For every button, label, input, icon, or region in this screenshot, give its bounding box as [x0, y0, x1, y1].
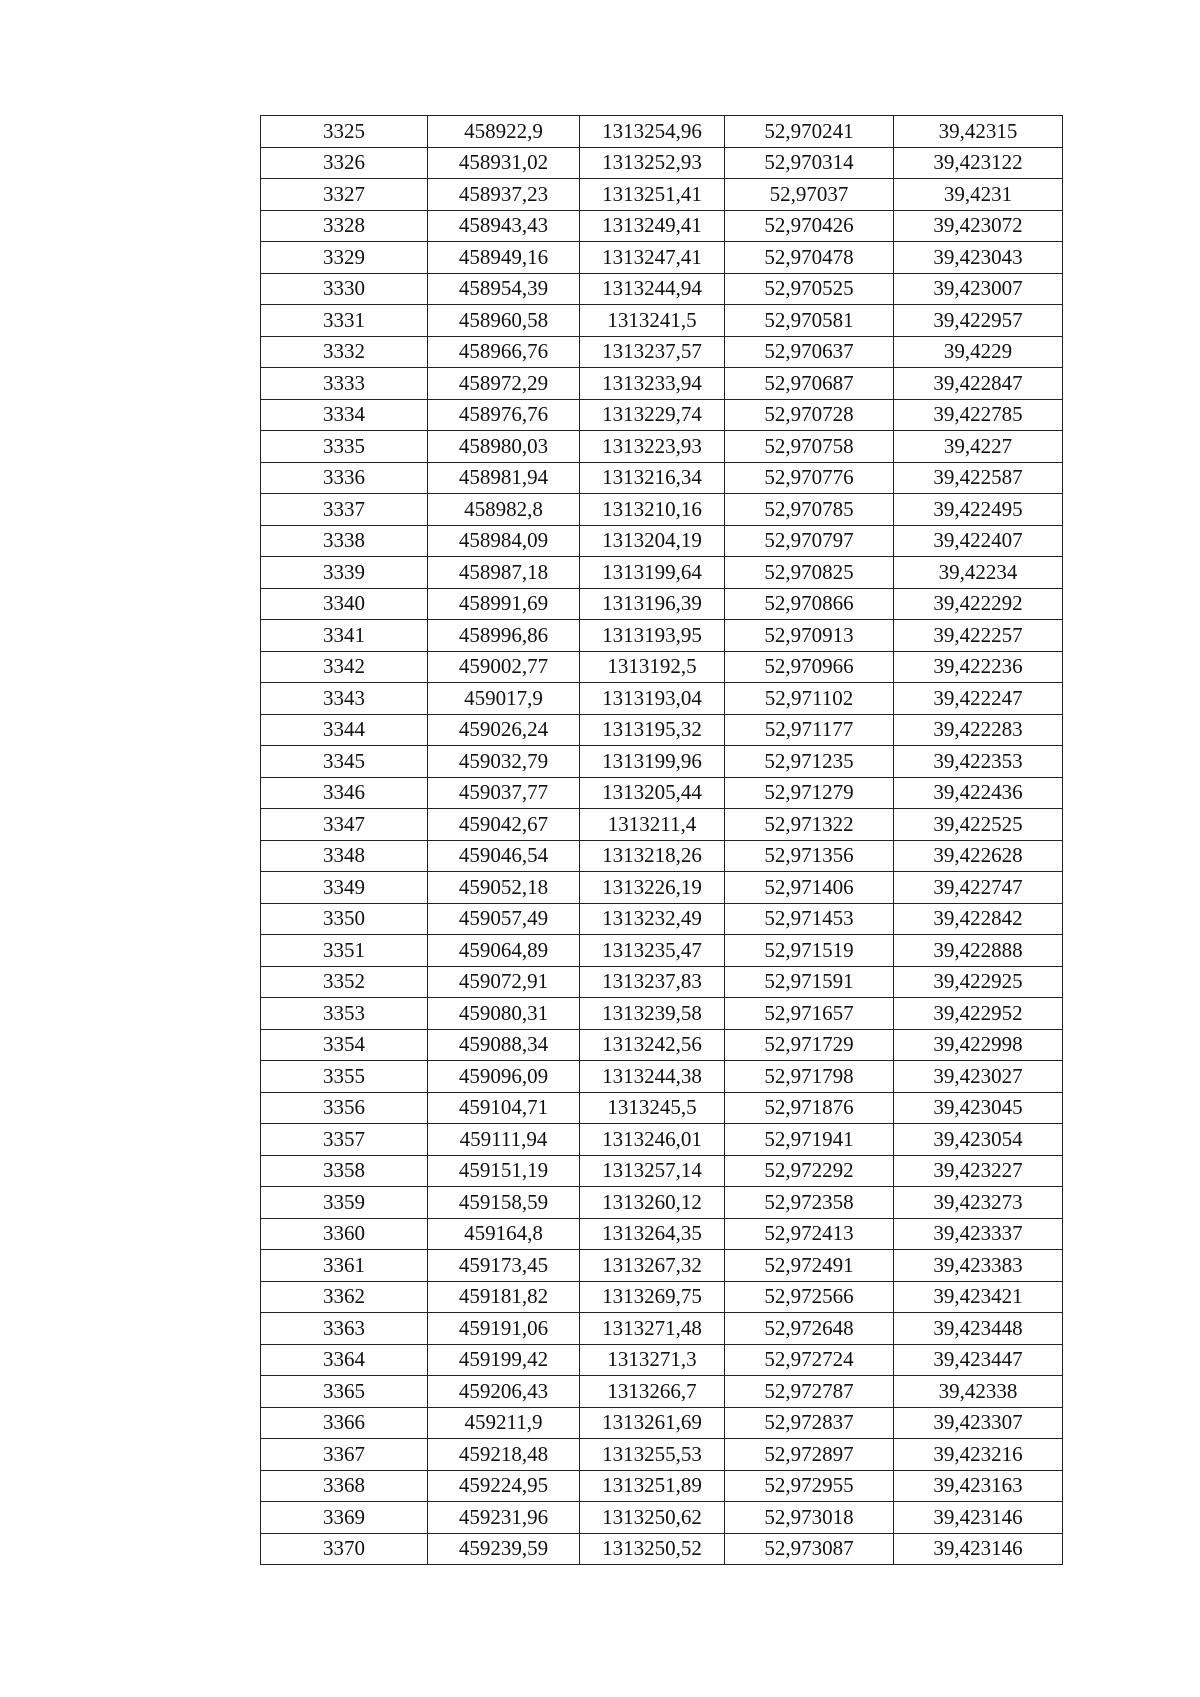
y-coordinate-cell: 1313255,53 — [580, 1439, 725, 1471]
longitude-cell: 39,423227 — [894, 1155, 1063, 1187]
latitude-cell: 52,970825 — [725, 557, 894, 589]
x-coordinate-cell: 459151,19 — [428, 1155, 580, 1187]
point-number-cell: 3347 — [261, 809, 428, 841]
point-number-cell: 3351 — [261, 935, 428, 967]
latitude-cell: 52,972413 — [725, 1218, 894, 1250]
point-number-cell: 3328 — [261, 210, 428, 242]
longitude-cell: 39,422257 — [894, 620, 1063, 652]
table-row — [261, 1281, 1063, 1313]
table-row — [261, 557, 1063, 589]
point-number-cell: 3333 — [261, 368, 428, 400]
x-coordinate-cell: 459096,09 — [428, 1061, 580, 1093]
latitude-cell: 52,972955 — [725, 1470, 894, 1502]
point-number-cell: 3355 — [261, 1061, 428, 1093]
point-number-cell: 3353 — [261, 998, 428, 1030]
x-coordinate-cell: 459239,59 — [428, 1533, 580, 1565]
latitude-cell: 52,970241 — [725, 116, 894, 148]
latitude-cell: 52,971279 — [725, 777, 894, 809]
point-number-cell: 3359 — [261, 1187, 428, 1219]
table-row — [261, 809, 1063, 841]
longitude-cell: 39,422247 — [894, 683, 1063, 715]
y-coordinate-cell: 1313244,94 — [580, 273, 725, 305]
latitude-cell: 52,972837 — [725, 1407, 894, 1439]
x-coordinate-cell: 459181,82 — [428, 1281, 580, 1313]
y-coordinate-cell: 1313252,93 — [580, 147, 725, 179]
longitude-cell: 39,423072 — [894, 210, 1063, 242]
table-row — [261, 1470, 1063, 1502]
y-coordinate-cell: 1313244,38 — [580, 1061, 725, 1093]
x-coordinate-cell: 459231,96 — [428, 1502, 580, 1534]
y-coordinate-cell: 1313251,89 — [580, 1470, 725, 1502]
x-coordinate-cell: 459042,67 — [428, 809, 580, 841]
point-number-cell: 3343 — [261, 683, 428, 715]
point-number-cell: 3334 — [261, 399, 428, 431]
y-coordinate-cell: 1313254,96 — [580, 116, 725, 148]
x-coordinate-cell: 459026,24 — [428, 714, 580, 746]
longitude-cell: 39,423216 — [894, 1439, 1063, 1471]
y-coordinate-cell: 1313267,32 — [580, 1250, 725, 1282]
table-row — [261, 368, 1063, 400]
table-row — [261, 588, 1063, 620]
point-number-cell: 3357 — [261, 1124, 428, 1156]
x-coordinate-cell: 458996,86 — [428, 620, 580, 652]
longitude-cell: 39,423163 — [894, 1470, 1063, 1502]
latitude-cell: 52,970758 — [725, 431, 894, 463]
latitude-cell: 52,972787 — [725, 1376, 894, 1408]
longitude-cell: 39,423447 — [894, 1344, 1063, 1376]
table-row — [261, 1376, 1063, 1408]
x-coordinate-cell: 459057,49 — [428, 903, 580, 935]
x-coordinate-cell: 458982,8 — [428, 494, 580, 526]
point-number-cell: 3336 — [261, 462, 428, 494]
x-coordinate-cell: 458922,9 — [428, 116, 580, 148]
latitude-cell: 52,972358 — [725, 1187, 894, 1219]
longitude-cell: 39,422888 — [894, 935, 1063, 967]
y-coordinate-cell: 1313233,94 — [580, 368, 725, 400]
y-coordinate-cell: 1313192,5 — [580, 651, 725, 683]
longitude-cell: 39,423337 — [894, 1218, 1063, 1250]
y-coordinate-cell: 1313237,57 — [580, 336, 725, 368]
x-coordinate-cell: 458931,02 — [428, 147, 580, 179]
longitude-cell: 39,4231 — [894, 179, 1063, 211]
y-coordinate-cell: 1313245,5 — [580, 1092, 725, 1124]
latitude-cell: 52,971876 — [725, 1092, 894, 1124]
point-number-cell: 3337 — [261, 494, 428, 526]
longitude-cell: 39,422842 — [894, 903, 1063, 935]
x-coordinate-cell: 458966,76 — [428, 336, 580, 368]
x-coordinate-cell: 459224,95 — [428, 1470, 580, 1502]
point-number-cell: 3346 — [261, 777, 428, 809]
x-coordinate-cell: 459104,71 — [428, 1092, 580, 1124]
latitude-cell: 52,970581 — [725, 305, 894, 337]
coordinates-table-body — [261, 116, 1063, 1565]
x-coordinate-cell: 459017,9 — [428, 683, 580, 715]
y-coordinate-cell: 1313204,19 — [580, 525, 725, 557]
latitude-cell: 52,970426 — [725, 210, 894, 242]
table-row — [261, 1218, 1063, 1250]
latitude-cell: 52,97037 — [725, 179, 894, 211]
y-coordinate-cell: 1313241,5 — [580, 305, 725, 337]
y-coordinate-cell: 1313271,48 — [580, 1313, 725, 1345]
latitude-cell: 52,972566 — [725, 1281, 894, 1313]
point-number-cell: 3327 — [261, 179, 428, 211]
latitude-cell: 52,972724 — [725, 1344, 894, 1376]
longitude-cell: 39,422283 — [894, 714, 1063, 746]
point-number-cell: 3368 — [261, 1470, 428, 1502]
x-coordinate-cell: 459002,77 — [428, 651, 580, 683]
point-number-cell: 3349 — [261, 872, 428, 904]
table-row — [261, 777, 1063, 809]
table-row — [261, 1533, 1063, 1565]
y-coordinate-cell: 1313260,12 — [580, 1187, 725, 1219]
point-number-cell: 3331 — [261, 305, 428, 337]
point-number-cell: 3358 — [261, 1155, 428, 1187]
coordinates-table — [260, 115, 1063, 1565]
table-row — [261, 683, 1063, 715]
longitude-cell: 39,4227 — [894, 431, 1063, 463]
longitude-cell: 39,422785 — [894, 399, 1063, 431]
y-coordinate-cell: 1313247,41 — [580, 242, 725, 274]
longitude-cell: 39,423043 — [894, 242, 1063, 274]
y-coordinate-cell: 1313246,01 — [580, 1124, 725, 1156]
table-row — [261, 620, 1063, 652]
y-coordinate-cell: 1313249,41 — [580, 210, 725, 242]
latitude-cell: 52,970797 — [725, 525, 894, 557]
latitude-cell: 52,970637 — [725, 336, 894, 368]
table-row — [261, 1187, 1063, 1219]
x-coordinate-cell: 459088,34 — [428, 1029, 580, 1061]
longitude-cell: 39,423421 — [894, 1281, 1063, 1313]
latitude-cell: 52,970728 — [725, 399, 894, 431]
latitude-cell: 52,970776 — [725, 462, 894, 494]
latitude-cell: 52,971591 — [725, 966, 894, 998]
table-row — [261, 273, 1063, 305]
x-coordinate-cell: 459072,91 — [428, 966, 580, 998]
point-number-cell: 3363 — [261, 1313, 428, 1345]
longitude-cell: 39,422747 — [894, 872, 1063, 904]
longitude-cell: 39,423027 — [894, 1061, 1063, 1093]
table-row — [261, 840, 1063, 872]
longitude-cell: 39,423045 — [894, 1092, 1063, 1124]
x-coordinate-cell: 458981,94 — [428, 462, 580, 494]
longitude-cell: 39,422407 — [894, 525, 1063, 557]
x-coordinate-cell: 459211,9 — [428, 1407, 580, 1439]
longitude-cell: 39,423146 — [894, 1502, 1063, 1534]
longitude-cell: 39,422998 — [894, 1029, 1063, 1061]
y-coordinate-cell: 1313250,62 — [580, 1502, 725, 1534]
longitude-cell: 39,422587 — [894, 462, 1063, 494]
x-coordinate-cell: 459173,45 — [428, 1250, 580, 1282]
table-row — [261, 147, 1063, 179]
x-coordinate-cell: 459064,89 — [428, 935, 580, 967]
latitude-cell: 52,973087 — [725, 1533, 894, 1565]
y-coordinate-cell: 1313199,96 — [580, 746, 725, 778]
y-coordinate-cell: 1313250,52 — [580, 1533, 725, 1565]
point-number-cell: 3360 — [261, 1218, 428, 1250]
y-coordinate-cell: 1313196,39 — [580, 588, 725, 620]
point-number-cell: 3340 — [261, 588, 428, 620]
point-number-cell: 3369 — [261, 1502, 428, 1534]
point-number-cell: 3344 — [261, 714, 428, 746]
latitude-cell: 52,971729 — [725, 1029, 894, 1061]
point-number-cell: 3350 — [261, 903, 428, 935]
y-coordinate-cell: 1313205,44 — [580, 777, 725, 809]
table-row — [261, 179, 1063, 211]
y-coordinate-cell: 1313216,34 — [580, 462, 725, 494]
latitude-cell: 52,970687 — [725, 368, 894, 400]
x-coordinate-cell: 459080,31 — [428, 998, 580, 1030]
point-number-cell: 3366 — [261, 1407, 428, 1439]
table-row — [261, 399, 1063, 431]
x-coordinate-cell: 458987,18 — [428, 557, 580, 589]
latitude-cell: 52,971102 — [725, 683, 894, 715]
y-coordinate-cell: 1313195,32 — [580, 714, 725, 746]
table-row — [261, 242, 1063, 274]
x-coordinate-cell: 458980,03 — [428, 431, 580, 463]
point-number-cell: 3326 — [261, 147, 428, 179]
point-number-cell: 3341 — [261, 620, 428, 652]
x-coordinate-cell: 458991,69 — [428, 588, 580, 620]
longitude-cell: 39,423383 — [894, 1250, 1063, 1282]
longitude-cell: 39,422925 — [894, 966, 1063, 998]
table-row — [261, 1344, 1063, 1376]
longitude-cell: 39,422436 — [894, 777, 1063, 809]
y-coordinate-cell: 1313261,69 — [580, 1407, 725, 1439]
x-coordinate-cell: 458960,58 — [428, 305, 580, 337]
point-number-cell: 3330 — [261, 273, 428, 305]
point-number-cell: 3365 — [261, 1376, 428, 1408]
latitude-cell: 52,971322 — [725, 809, 894, 841]
longitude-cell: 39,423448 — [894, 1313, 1063, 1345]
longitude-cell: 39,42338 — [894, 1376, 1063, 1408]
y-coordinate-cell: 1313242,56 — [580, 1029, 725, 1061]
x-coordinate-cell: 458943,43 — [428, 210, 580, 242]
x-coordinate-cell: 458972,29 — [428, 368, 580, 400]
x-coordinate-cell: 459191,06 — [428, 1313, 580, 1345]
point-number-cell: 3332 — [261, 336, 428, 368]
table-row — [261, 525, 1063, 557]
y-coordinate-cell: 1313193,95 — [580, 620, 725, 652]
table-row — [261, 1250, 1063, 1282]
longitude-cell: 39,42234 — [894, 557, 1063, 589]
table-row — [261, 872, 1063, 904]
x-coordinate-cell: 458937,23 — [428, 179, 580, 211]
latitude-cell: 52,971406 — [725, 872, 894, 904]
latitude-cell: 52,970314 — [725, 147, 894, 179]
table-row — [261, 651, 1063, 683]
longitude-cell: 39,42315 — [894, 116, 1063, 148]
longitude-cell: 39,422957 — [894, 305, 1063, 337]
latitude-cell: 52,972897 — [725, 1439, 894, 1471]
y-coordinate-cell: 1313239,58 — [580, 998, 725, 1030]
y-coordinate-cell: 1313229,74 — [580, 399, 725, 431]
latitude-cell: 52,972648 — [725, 1313, 894, 1345]
longitude-cell: 39,423273 — [894, 1187, 1063, 1219]
point-number-cell: 3370 — [261, 1533, 428, 1565]
table-row — [261, 1407, 1063, 1439]
latitude-cell: 52,971356 — [725, 840, 894, 872]
x-coordinate-cell: 459158,59 — [428, 1187, 580, 1219]
longitude-cell: 39,422236 — [894, 651, 1063, 683]
y-coordinate-cell: 1313232,49 — [580, 903, 725, 935]
latitude-cell: 52,970785 — [725, 494, 894, 526]
table-row — [261, 1092, 1063, 1124]
table-row — [261, 966, 1063, 998]
longitude-cell: 39,423146 — [894, 1533, 1063, 1565]
x-coordinate-cell: 459037,77 — [428, 777, 580, 809]
y-coordinate-cell: 1313223,93 — [580, 431, 725, 463]
table-row — [261, 1029, 1063, 1061]
latitude-cell: 52,971177 — [725, 714, 894, 746]
longitude-cell: 39,422495 — [894, 494, 1063, 526]
y-coordinate-cell: 1313237,83 — [580, 966, 725, 998]
longitude-cell: 39,423007 — [894, 273, 1063, 305]
latitude-cell: 52,971235 — [725, 746, 894, 778]
longitude-cell: 39,423054 — [894, 1124, 1063, 1156]
longitude-cell: 39,422353 — [894, 746, 1063, 778]
table-row — [261, 935, 1063, 967]
longitude-cell: 39,422847 — [894, 368, 1063, 400]
table-row — [261, 903, 1063, 935]
latitude-cell: 52,970966 — [725, 651, 894, 683]
latitude-cell: 52,972491 — [725, 1250, 894, 1282]
point-number-cell: 3339 — [261, 557, 428, 589]
longitude-cell: 39,422292 — [894, 588, 1063, 620]
x-coordinate-cell: 459046,54 — [428, 840, 580, 872]
longitude-cell: 39,422628 — [894, 840, 1063, 872]
longitude-cell: 39,422525 — [894, 809, 1063, 841]
x-coordinate-cell: 459206,43 — [428, 1376, 580, 1408]
latitude-cell: 52,971657 — [725, 998, 894, 1030]
x-coordinate-cell: 458984,09 — [428, 525, 580, 557]
table-row — [261, 431, 1063, 463]
point-number-cell: 3361 — [261, 1250, 428, 1282]
table-row — [261, 1155, 1063, 1187]
y-coordinate-cell: 1313269,75 — [580, 1281, 725, 1313]
y-coordinate-cell: 1313264,35 — [580, 1218, 725, 1250]
table-row — [261, 998, 1063, 1030]
y-coordinate-cell: 1313235,47 — [580, 935, 725, 967]
y-coordinate-cell: 1313199,64 — [580, 557, 725, 589]
table-row — [261, 1502, 1063, 1534]
x-coordinate-cell: 458949,16 — [428, 242, 580, 274]
table-row — [261, 746, 1063, 778]
point-number-cell: 3354 — [261, 1029, 428, 1061]
point-number-cell: 3325 — [261, 116, 428, 148]
x-coordinate-cell: 459032,79 — [428, 746, 580, 778]
latitude-cell: 52,971798 — [725, 1061, 894, 1093]
y-coordinate-cell: 1313251,41 — [580, 179, 725, 211]
x-coordinate-cell: 458976,76 — [428, 399, 580, 431]
point-number-cell: 3348 — [261, 840, 428, 872]
latitude-cell: 52,973018 — [725, 1502, 894, 1534]
latitude-cell: 52,972292 — [725, 1155, 894, 1187]
table-row — [261, 116, 1063, 148]
point-number-cell: 3362 — [261, 1281, 428, 1313]
y-coordinate-cell: 1313271,3 — [580, 1344, 725, 1376]
table-row — [261, 305, 1063, 337]
table-row — [261, 462, 1063, 494]
longitude-cell: 39,4229 — [894, 336, 1063, 368]
x-coordinate-cell: 459164,8 — [428, 1218, 580, 1250]
table-row — [261, 1439, 1063, 1471]
x-coordinate-cell: 459218,48 — [428, 1439, 580, 1471]
y-coordinate-cell: 1313266,7 — [580, 1376, 725, 1408]
latitude-cell: 52,970913 — [725, 620, 894, 652]
y-coordinate-cell: 1313226,19 — [580, 872, 725, 904]
point-number-cell: 3342 — [261, 651, 428, 683]
x-coordinate-cell: 459111,94 — [428, 1124, 580, 1156]
latitude-cell: 52,970478 — [725, 242, 894, 274]
y-coordinate-cell: 1313211,4 — [580, 809, 725, 841]
latitude-cell: 52,971453 — [725, 903, 894, 935]
table-row — [261, 1124, 1063, 1156]
table-row — [261, 1061, 1063, 1093]
point-number-cell: 3338 — [261, 525, 428, 557]
longitude-cell: 39,423122 — [894, 147, 1063, 179]
table-row — [261, 714, 1063, 746]
latitude-cell: 52,971941 — [725, 1124, 894, 1156]
latitude-cell: 52,970525 — [725, 273, 894, 305]
latitude-cell: 52,970866 — [725, 588, 894, 620]
latitude-cell: 52,971519 — [725, 935, 894, 967]
y-coordinate-cell: 1313257,14 — [580, 1155, 725, 1187]
point-number-cell: 3329 — [261, 242, 428, 274]
x-coordinate-cell: 458954,39 — [428, 273, 580, 305]
point-number-cell: 3345 — [261, 746, 428, 778]
y-coordinate-cell: 1313210,16 — [580, 494, 725, 526]
point-number-cell: 3335 — [261, 431, 428, 463]
point-number-cell: 3356 — [261, 1092, 428, 1124]
table-row — [261, 494, 1063, 526]
y-coordinate-cell: 1313218,26 — [580, 840, 725, 872]
point-number-cell: 3364 — [261, 1344, 428, 1376]
table-row — [261, 210, 1063, 242]
point-number-cell: 3352 — [261, 966, 428, 998]
table-row — [261, 336, 1063, 368]
longitude-cell: 39,422952 — [894, 998, 1063, 1030]
longitude-cell: 39,423307 — [894, 1407, 1063, 1439]
x-coordinate-cell: 459052,18 — [428, 872, 580, 904]
y-coordinate-cell: 1313193,04 — [580, 683, 725, 715]
point-number-cell: 3367 — [261, 1439, 428, 1471]
x-coordinate-cell: 459199,42 — [428, 1344, 580, 1376]
table-row — [261, 1313, 1063, 1345]
